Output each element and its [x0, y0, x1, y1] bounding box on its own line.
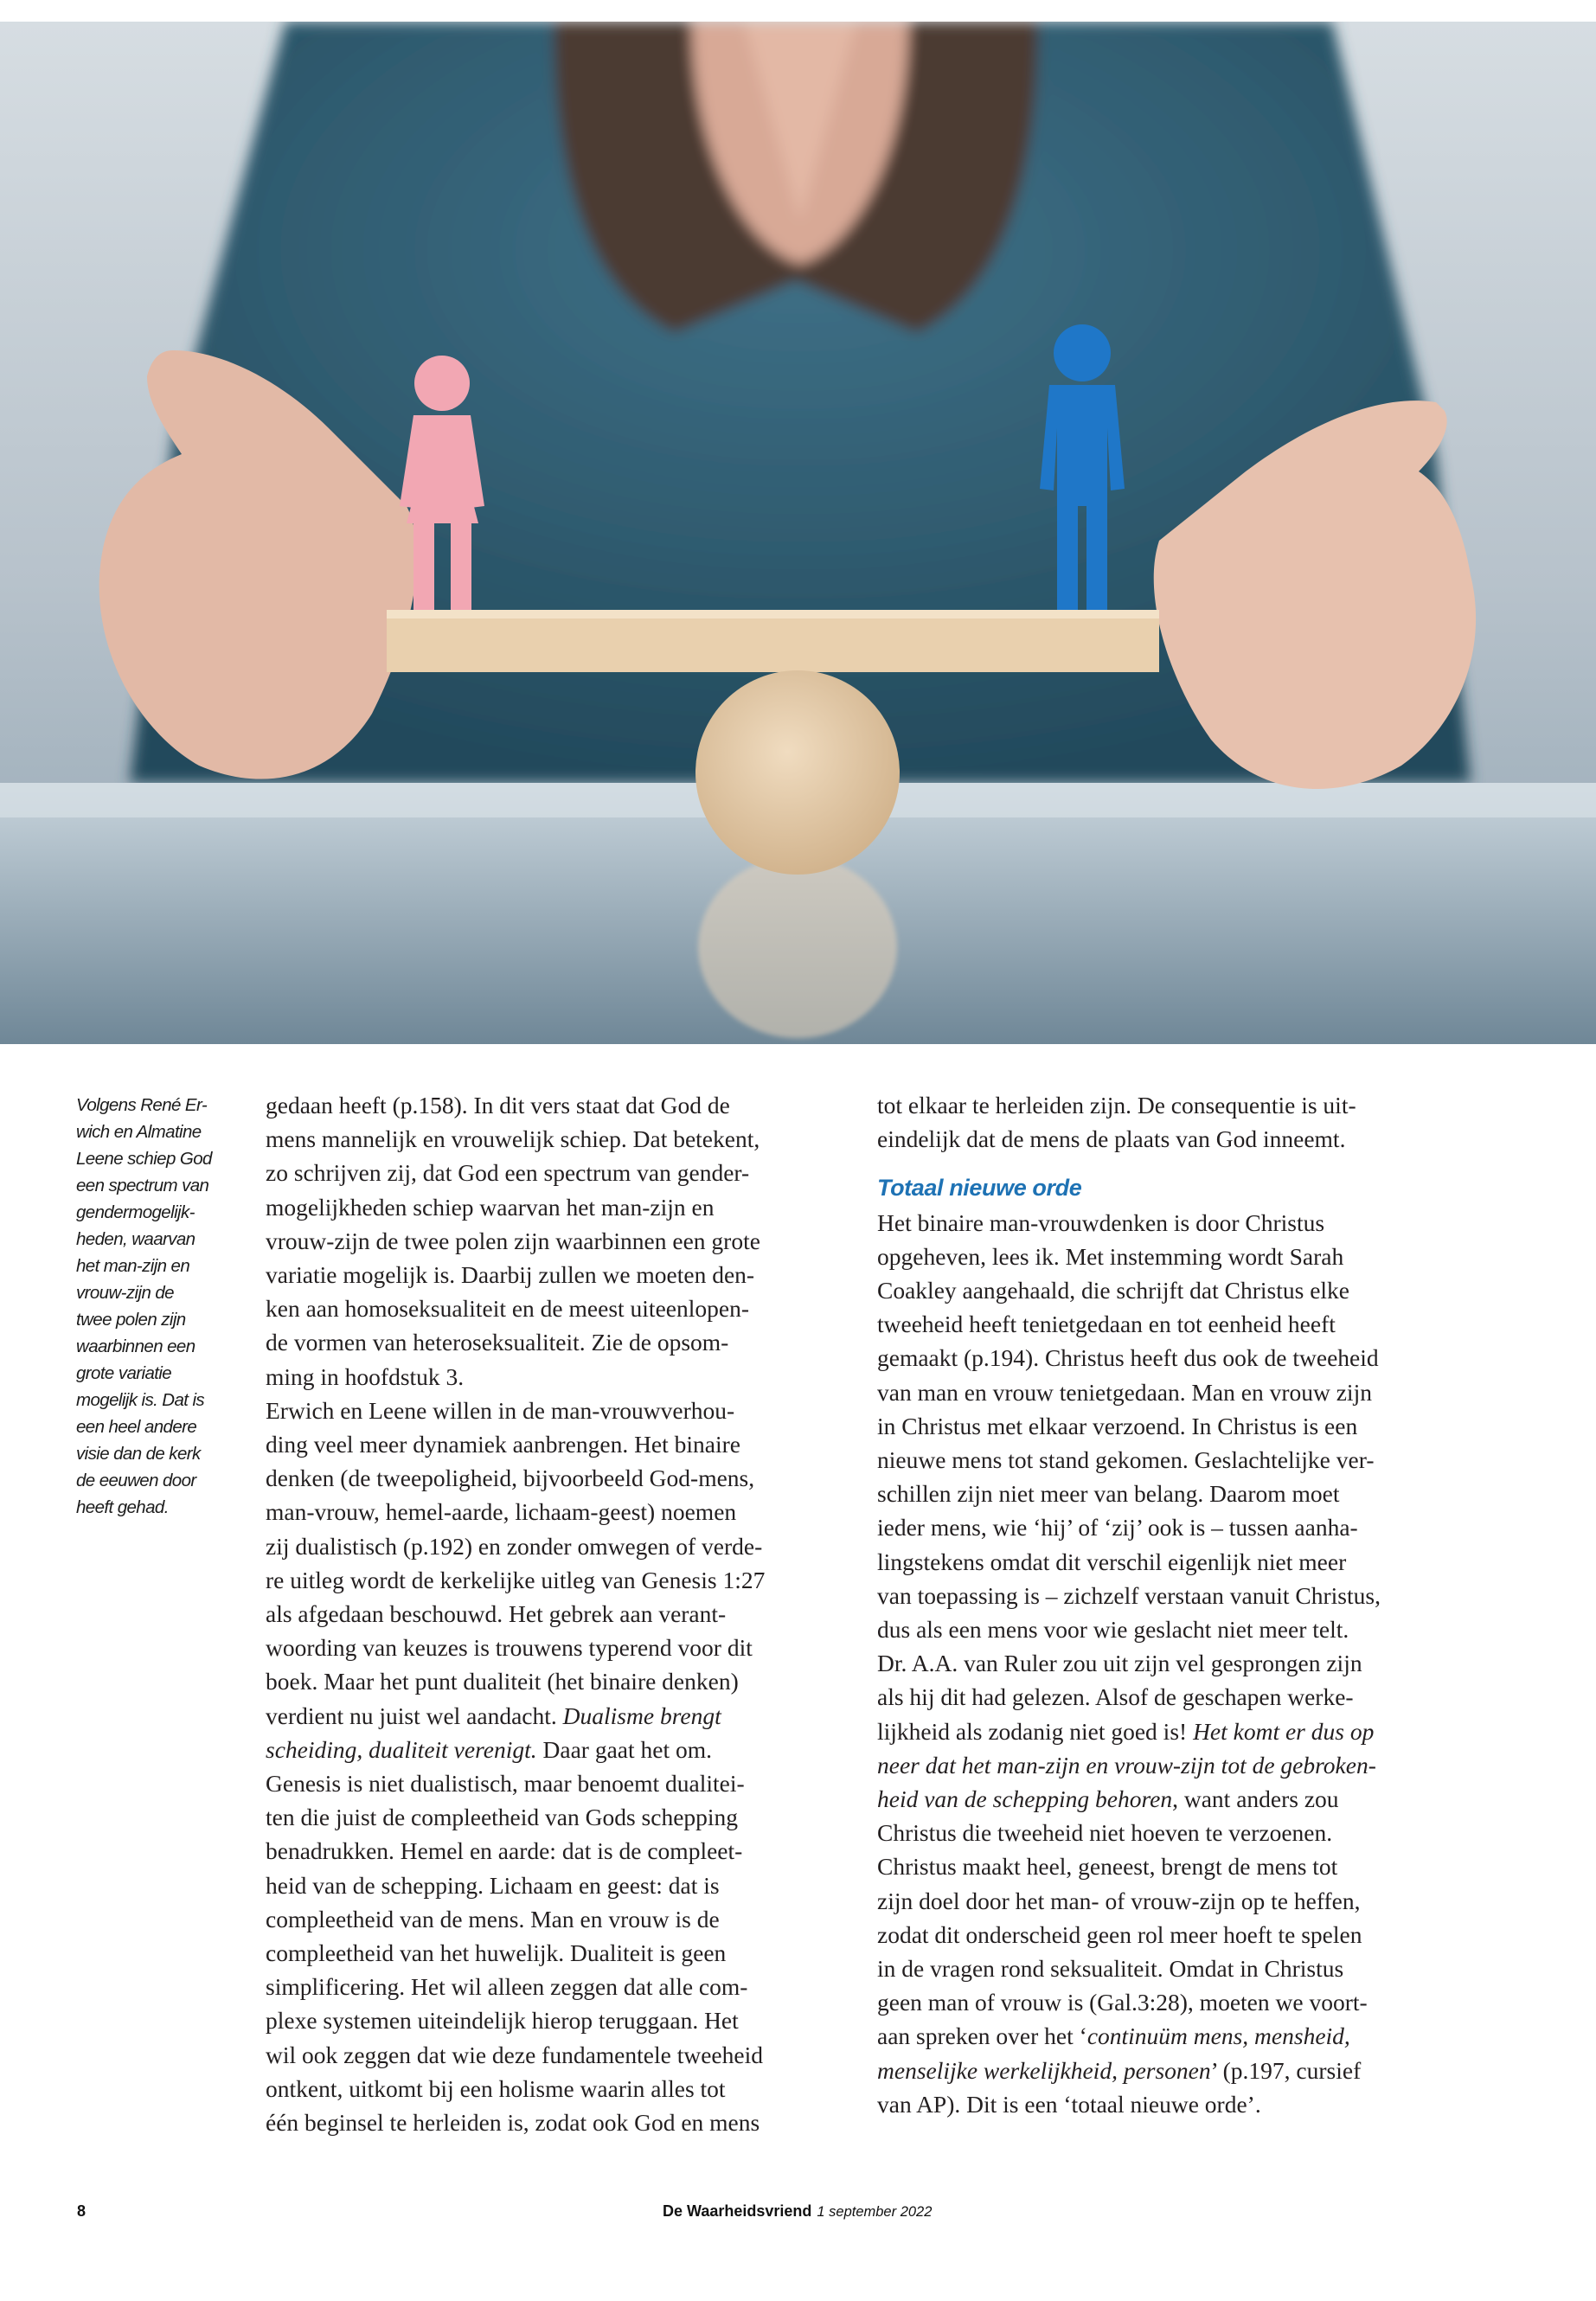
issue-date: 1 september 2022 — [817, 2204, 933, 2220]
text-line: compleetheid van de mens. Man en vrouw is de — [266, 1905, 720, 1932]
text-line: vrouw-zijn de twee polen zijn waarbinnen een grote — [266, 1227, 760, 1254]
text-line — [877, 1748, 1448, 1782]
italic-run: menselijke werkelijkheid, personen — [877, 2056, 1211, 2084]
text-line — [266, 1733, 828, 1766]
text-line: in de vragen rond seksualiteit. Omdat in Christus — [877, 1955, 1344, 1983]
text-line: eindelijk dat de mens de plaats van God inneemt. — [877, 1125, 1346, 1153]
text-line: plexe systemen uiteindelijk hierop teruggaan. Het — [266, 2007, 739, 2035]
caption-line: de eeuwen door — [76, 1471, 196, 1490]
text-run: verdient nu juist wel aandacht. — [266, 1702, 563, 1729]
caption-line: twee polen zijn — [76, 1310, 186, 1330]
caption-line: een spectrum van — [76, 1176, 209, 1195]
caption-line: grote variatie — [76, 1363, 172, 1383]
text-line: Het binaire man-vrouwdenken is door Christus — [877, 1208, 1325, 1236]
text-line: boek. Maar het punt dualiteit (het binaire denken) — [266, 1668, 739, 1695]
caption-line: heden, waarvan — [76, 1229, 195, 1249]
text-line: ontkent, uitkomt bij een holisme waarin alles tot — [266, 2074, 726, 2102]
text-line: van man en vrouw tenietgedaan. Man en vrouw zijn — [877, 1378, 1372, 1406]
text-line: nieuwe mens tot stand gekomen. Geslachtelijke ver- — [877, 1446, 1375, 1474]
text-line: ten die juist de compleetheid van Gods schepping — [266, 1804, 739, 1831]
text-line: zij dualistisch (p.192) en zonder omwegen of verde- — [266, 1532, 763, 1560]
text-line: Erwich en Leene willen in de man-vrouwverhou- — [266, 1396, 735, 1424]
photo-caption — [76, 1092, 230, 1521]
text-line: lingstekens omdat dit verschil eigenlijk niet meer — [877, 1548, 1347, 1575]
text-line: in Christus met elkaar verzoend. In Christus is een — [877, 1412, 1358, 1439]
caption-line: waarbinnen een — [76, 1336, 195, 1356]
body-column-2 — [877, 1088, 1448, 2121]
text-line: als hij dit had gelezen. Alsof de geschapen werke- — [877, 1683, 1354, 1711]
italic-run: neer dat het man-zijn en vrouw-zijn tot de gebroken- — [877, 1751, 1376, 1779]
text-line: schillen zijn niet meer van belang. Daarom moet — [877, 1480, 1340, 1508]
italic-run: continuüm mens, mensheid, — [1086, 2022, 1350, 2050]
caption-line: mogelijk is. Dat is — [76, 1390, 205, 1410]
text-line — [877, 2054, 1448, 2087]
publication-name: De Waarheidsvriend — [663, 2202, 812, 2220]
paragraph-gap — [877, 1156, 1448, 1171]
text-line: denken (de tweepoligheid, bijvoorbeeld God-mens, — [266, 1465, 755, 1492]
text-line: simplificering. Het wil alleen zeggen dat alle com- — [266, 1973, 748, 2001]
text-line — [877, 1782, 1448, 1816]
text-line: man-vrouw, hemel-aarde, lichaam-geest) noemen — [266, 1498, 737, 1526]
text-line: Christus die tweeheid niet hoeven te verzoenen. — [877, 1819, 1333, 1847]
text-line: Genesis is niet dualistisch, maar benoemt dualitei- — [266, 1770, 745, 1798]
caption-line: Volgens René Er- — [76, 1095, 208, 1115]
body-column-1 — [266, 1088, 828, 2139]
text-line: mens mannelijk en vrouwelijk schiep. Dat betekent, — [266, 1125, 760, 1153]
text-line: benadrukken. Hemel en aarde: dat is de compleet- — [266, 1837, 743, 1865]
text-line: ding veel meer dynamiek aanbrengen. Het binaire — [266, 1431, 741, 1458]
text-line: als afgedaan beschouwd. Het gebrek aan verant- — [266, 1600, 727, 1628]
italic-run: heid van de schepping behoren — [877, 1785, 1173, 1813]
italic-run: scheiding, dualiteit verenigt. — [266, 1735, 537, 1763]
text-run: ’ (p.197, cursief — [1210, 2056, 1362, 2084]
text-line: wil ook zeggen dat wie deze fundamentele tweeheid — [266, 2041, 763, 2068]
text-line: ming in hoofdstuk 3. — [266, 1362, 465, 1390]
text-line: Coakley aangehaald, die schrijft dat Christus elke — [877, 1277, 1350, 1304]
text-line: variatie mogelijk is. Daarbij zullen we moeten den- — [266, 1261, 755, 1289]
text-line: gedaan heeft (p.158). In dit vers staat dat God de — [266, 1092, 730, 1118]
text-run: Daar gaat het om. — [536, 1735, 712, 1763]
text-line: mogelijkheden schiep waarvan het man-zijn en — [266, 1193, 715, 1221]
text-line — [266, 1699, 828, 1733]
italic-run: Het komt er dus op — [1193, 1717, 1375, 1745]
text-line: van toepassing is – zichzelf verstaan vanuit Christus, — [877, 1581, 1381, 1609]
caption-line: heeft gehad. — [76, 1497, 169, 1517]
text-line — [877, 2019, 1448, 2053]
caption-line: vrouw-zijn de — [76, 1283, 174, 1303]
text-line: gemaakt (p.194). Christus heeft dus ook de tweeheid — [877, 1344, 1379, 1372]
page-number: 8 — [77, 2202, 87, 2220]
text-line: één beginsel te herleiden is, zodat ook God en mens — [266, 2109, 760, 2137]
section-heading: Totaal nieuwe orde — [877, 1175, 1082, 1202]
italic-run: Dualisme brengt — [562, 1702, 721, 1729]
text-line: zodat dit onderscheid geen rol meer hoeft te spelen — [877, 1920, 1362, 1948]
text-line: woording van keuzes is trouwens typerend voor dit — [266, 1634, 753, 1662]
text-line: ken aan homoseksualiteit en de meest uiteenlopen- — [266, 1295, 749, 1323]
caption-line: wich en Almatine — [76, 1122, 202, 1142]
text-line: heid van de schepping. Lichaam en geest: dat is — [266, 1871, 720, 1899]
text-line — [877, 1715, 1448, 1748]
text-line: van AP). Dit is een ‘totaal nieuwe orde’. — [877, 2090, 1261, 2118]
caption-line: visie dan de kerk — [76, 1444, 201, 1464]
text-line: Christus maakt heel, geneest, brengt de mens tot — [877, 1853, 1338, 1881]
caption-line: het man-zijn en — [76, 1256, 190, 1276]
text-line: zo schrijven zij, dat God een spectrum van gender- — [266, 1159, 750, 1187]
balance-scale-photo — [0, 22, 1596, 1044]
text-line: de vormen van heteroseksualiteit. Zie de opsom- — [266, 1329, 729, 1356]
text-run: lijkheid als zodanig niet goed is! — [877, 1717, 1194, 1745]
caption-line: gendermogelijk- — [76, 1202, 195, 1222]
text-line: compleetheid van het huwelijk. Dualiteit is geen — [266, 1939, 727, 1967]
text-run: aan spreken over het ‘ — [877, 2022, 1087, 2050]
text-line: opgeheven, lees ik. Met instemming wordt Sarah — [877, 1242, 1344, 1270]
footer-publication — [663, 2202, 932, 2221]
text-line: re uitleg wordt de kerkelijke uitleg van Genesis 1:27 — [266, 1566, 766, 1593]
text-line: geen man of vrouw is (Gal.3:28), moeten we voort- — [877, 1989, 1368, 2016]
text-line: tot elkaar te herleiden zijn. De consequentie is uit- — [877, 1092, 1356, 1118]
text-line: tweeheid heeft tenietgedaan en tot eenheid heeft — [877, 1311, 1336, 1338]
text-line: dus als een mens voor wie geslacht niet meer telt. — [877, 1616, 1349, 1644]
caption-line: Leene schiep God — [76, 1149, 212, 1169]
text-line: ieder mens, wie ‘hij’ of ‘zij’ ook is – tussen aanha- — [877, 1514, 1358, 1541]
text-line: zijn doel door het man- of vrouw-zijn op te heffen, — [877, 1887, 1361, 1914]
text-line: Dr. A.A. van Ruler zou uit zijn vel gesprongen zijn — [877, 1650, 1362, 1677]
text-run: , want anders zou — [1172, 1785, 1339, 1813]
cover-photo — [0, 22, 1596, 1044]
caption-line: een heel andere — [76, 1417, 197, 1437]
